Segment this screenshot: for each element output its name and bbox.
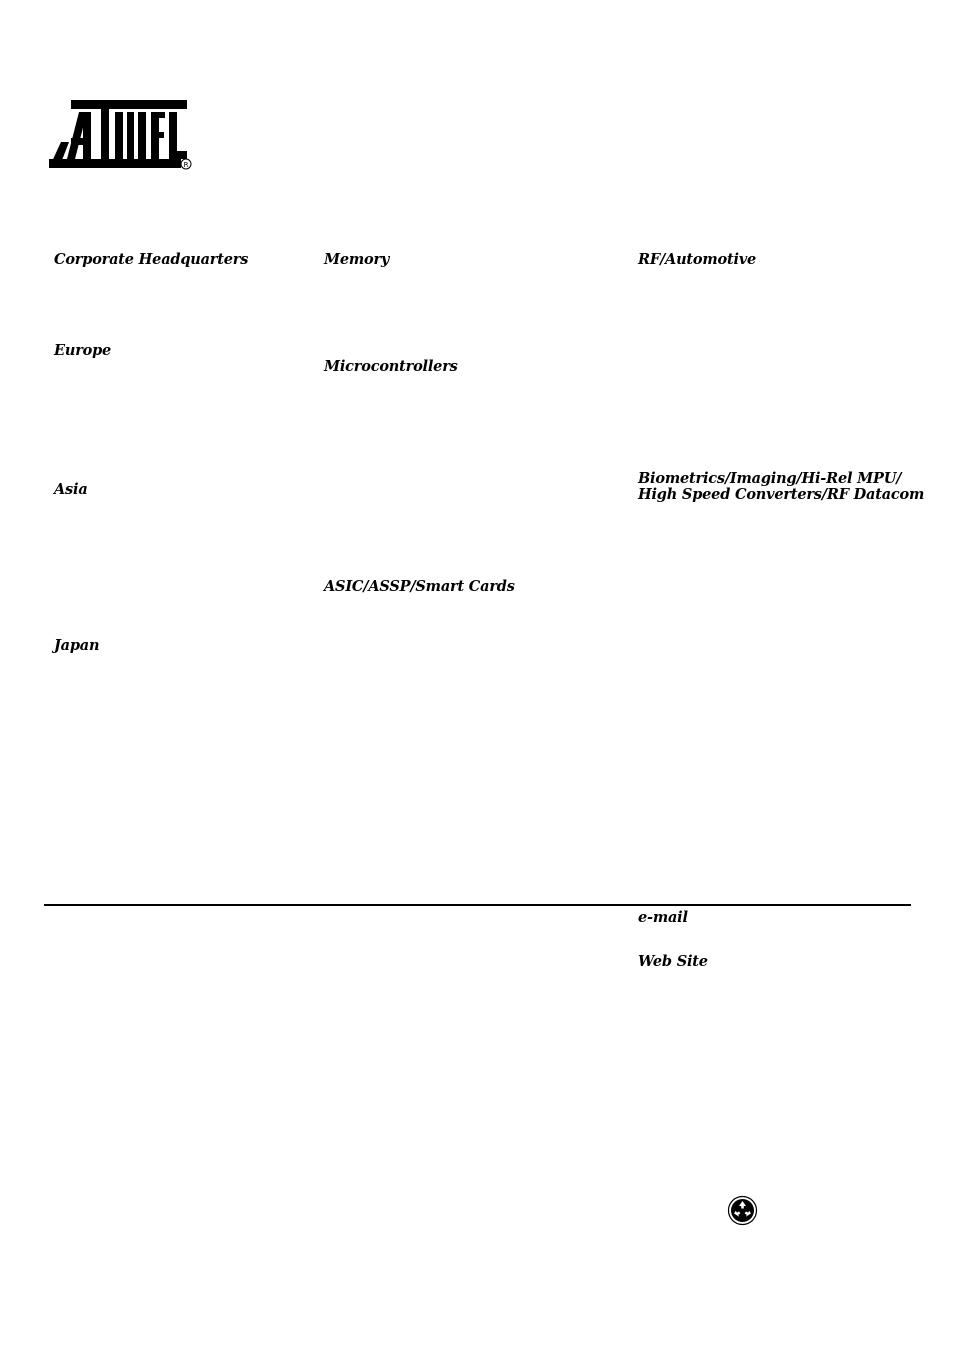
heading-email: e-mail: [638, 909, 688, 926]
heading-asic-assp-smart-cards: ASIC/ASSP/Smart Cards: [324, 578, 515, 595]
atmel-logo: [47, 98, 193, 172]
heading-memory: Memory: [324, 251, 390, 268]
horizontal-rule: [44, 904, 911, 906]
svg-text:R: R: [183, 161, 189, 169]
heading-rf-automotive: RF/Automotive: [638, 251, 757, 268]
recycle-icon: [727, 1195, 758, 1226]
heading-corporate-headquarters: Corporate Headquarters: [54, 251, 249, 268]
heading-europe: Europe: [54, 342, 112, 359]
heading-biometrics-line1: Biometrics/Imaging/Hi-Rel MPU/: [638, 470, 902, 487]
heading-asia: Asia: [54, 481, 88, 498]
heading-web-site: Web Site: [638, 953, 708, 970]
heading-microcontrollers: Microcontrollers: [324, 358, 458, 375]
heading-japan: Japan: [54, 637, 100, 654]
heading-biometrics-line2: High Speed Converters/RF Datacom: [638, 486, 925, 503]
